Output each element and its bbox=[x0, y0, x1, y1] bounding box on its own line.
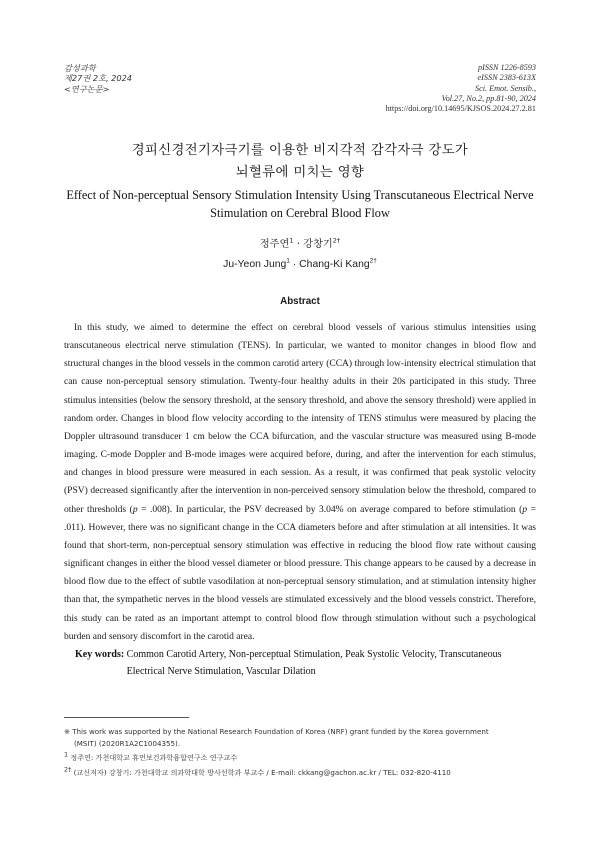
funding-mark: ※ bbox=[64, 727, 70, 736]
abstract-text-3: = .011). However, there was no significant change in the CCA diameters before and after stimulation at all intensities. It was found that short-term, non-perceptual sensory stimulation was effective in reducing the blood flow rate without causing significant changes in either the blood vessel diameter or blood pressure. This change appears to be caused by a decrease in blood flow due to the effect of subtle vasodilation at non-perceptual sensory stimulation, and at stimulation intensity higher than that, the sympathetic nerves in the blood vessels are stimulated excessively and the blood vessels constrict. Therefore, this study can be rated as an important attempt to control blood flow through stimulation without such a psychological burden and sensory discomfort in the carotid area. bbox=[64, 504, 536, 642]
journal-header-right bbox=[386, 63, 536, 114]
p-value-symbol: p bbox=[132, 504, 138, 515]
author-2-en-affil: 2† bbox=[369, 257, 377, 265]
journal-name-ko: 감성과학 bbox=[64, 63, 96, 73]
title-english bbox=[60, 186, 540, 222]
abstract-heading: Abstract bbox=[280, 296, 320, 307]
volume-pages: Vol.27, No.2, pp.81-90, 2024 bbox=[441, 93, 536, 103]
pissn: pISSN 1226-8593 bbox=[478, 63, 536, 72]
author-2-ko: 강창기 bbox=[303, 239, 333, 250]
authors-english bbox=[60, 259, 540, 270]
title-korean-line-1: 경피신경전기자극기를 이용한 비지각적 감각자극 강도가 bbox=[131, 143, 469, 158]
funding-text-2: (MSIT) (2020R1A2C1004355). bbox=[74, 738, 181, 748]
author-2-ko-affil: 2† bbox=[332, 236, 341, 245]
p-value-symbol: p bbox=[522, 504, 528, 515]
footnote-1-text: 정주연: 가천대학교 휴먼보건과학융합연구소 연구교수 bbox=[70, 753, 238, 763]
abstract-text-2: = .008). In particular, the PSV decreased by 3.04% on average compared to before stimulation ( bbox=[137, 504, 523, 515]
footnote-author-2 bbox=[64, 767, 538, 779]
footnote-2-mark: 2† bbox=[64, 765, 72, 774]
author-separator: · bbox=[289, 259, 300, 270]
journal-abbrev: Sci. Emot. Sensib., bbox=[475, 83, 536, 93]
author-1-ko: 정주연 bbox=[259, 239, 290, 250]
footnote-divider bbox=[64, 717, 189, 718]
footnote-2-text: (교신저자) 강창기: 가천대학교 의과학대학 방사선학과 부교수 / E-mail: ckkang@gachon.ac.kr / TEL: 032-820-4110 bbox=[73, 767, 451, 777]
author-1-ko-affil: 1 bbox=[289, 236, 294, 245]
author-1-en: Ju-Yeon Jung bbox=[223, 259, 287, 270]
footnote-1-mark: 1 bbox=[64, 750, 69, 759]
footnotes bbox=[64, 726, 538, 781]
author-2-en: Chang-Ki Kang bbox=[299, 259, 370, 270]
title-korean-line-2: 뇌혈류에 미치는 영향 bbox=[235, 165, 365, 180]
authors-korean bbox=[60, 235, 540, 250]
abstract-body bbox=[64, 319, 536, 646]
title-english-line-1: Effect of Non-perceptual Sensory Stimulation Intensity Using Transcutaneous Electrical Nerve bbox=[66, 188, 534, 202]
funding-note bbox=[64, 726, 538, 749]
footnote-author-1 bbox=[64, 752, 538, 764]
eissn: eISSN 2383-613X bbox=[477, 73, 536, 83]
abstract-text-1: In this study, we aimed to determine the effect on cerebral blood vessels of various stimulus intensities using transcutaneous electrical nerve stimulation (TENS). In particular, we wanted to monitor changes in blood flow and structural changes in the blood vessels in the common carotid artery (CCA) through low-intensity electrical stimulation that can cause non-perceptual sensory stimulation. Twenty-four healthy adults in their 20s participated in this study. Three stimulus intensities (below the sensory threshold, at the sensory threshold, and above the sensory threshold) were applied in random order. Changes in blood flow velocity according to the intensity of TENS stimulus were measured by placing the Doppler ultrasound transducer 1 cm below the CCA bifurcation, and the vascular structure was measured using B-mode imaging. C-mode Doppler and B-mode images were acquired before, during, and after the intervention for each stimulus, and changes in blood pressure were measured in each session. As a result, it was confirmed that peak systolic velocity (PSV) decreased significantly after the intervention in non-perceived sensory stimulation below the threshold, compared to other thresholds ( bbox=[64, 323, 536, 515]
journal-header-left bbox=[64, 63, 132, 94]
title-english-line-2: Stimulation on Cerebral Blood Flow bbox=[210, 206, 390, 220]
keywords-text: Common Carotid Artery, Non-perceptual Stimulation, Peak Systolic Velocity, Transcutaneous Electrical Nerve Stimulation, Vascular Dilation bbox=[126, 649, 502, 677]
author-separator: · bbox=[293, 239, 304, 250]
keywords bbox=[75, 646, 537, 680]
article-type: <연구논문> bbox=[64, 83, 110, 94]
author-1-en-affil: 1 bbox=[286, 257, 290, 265]
title-korean bbox=[60, 140, 540, 184]
funding-text-1: This work was supported by the National Research Foundation of Korea (NRF) grant funded by the Korea government bbox=[72, 727, 489, 736]
journal-volume-ko: 제27권 2호, 2024 bbox=[64, 73, 132, 84]
doi-link[interactable]: https://doi.org/10.14695/KJSOS.2024.27.2.81 bbox=[385, 104, 536, 114]
keywords-label: Key words: bbox=[75, 649, 125, 660]
